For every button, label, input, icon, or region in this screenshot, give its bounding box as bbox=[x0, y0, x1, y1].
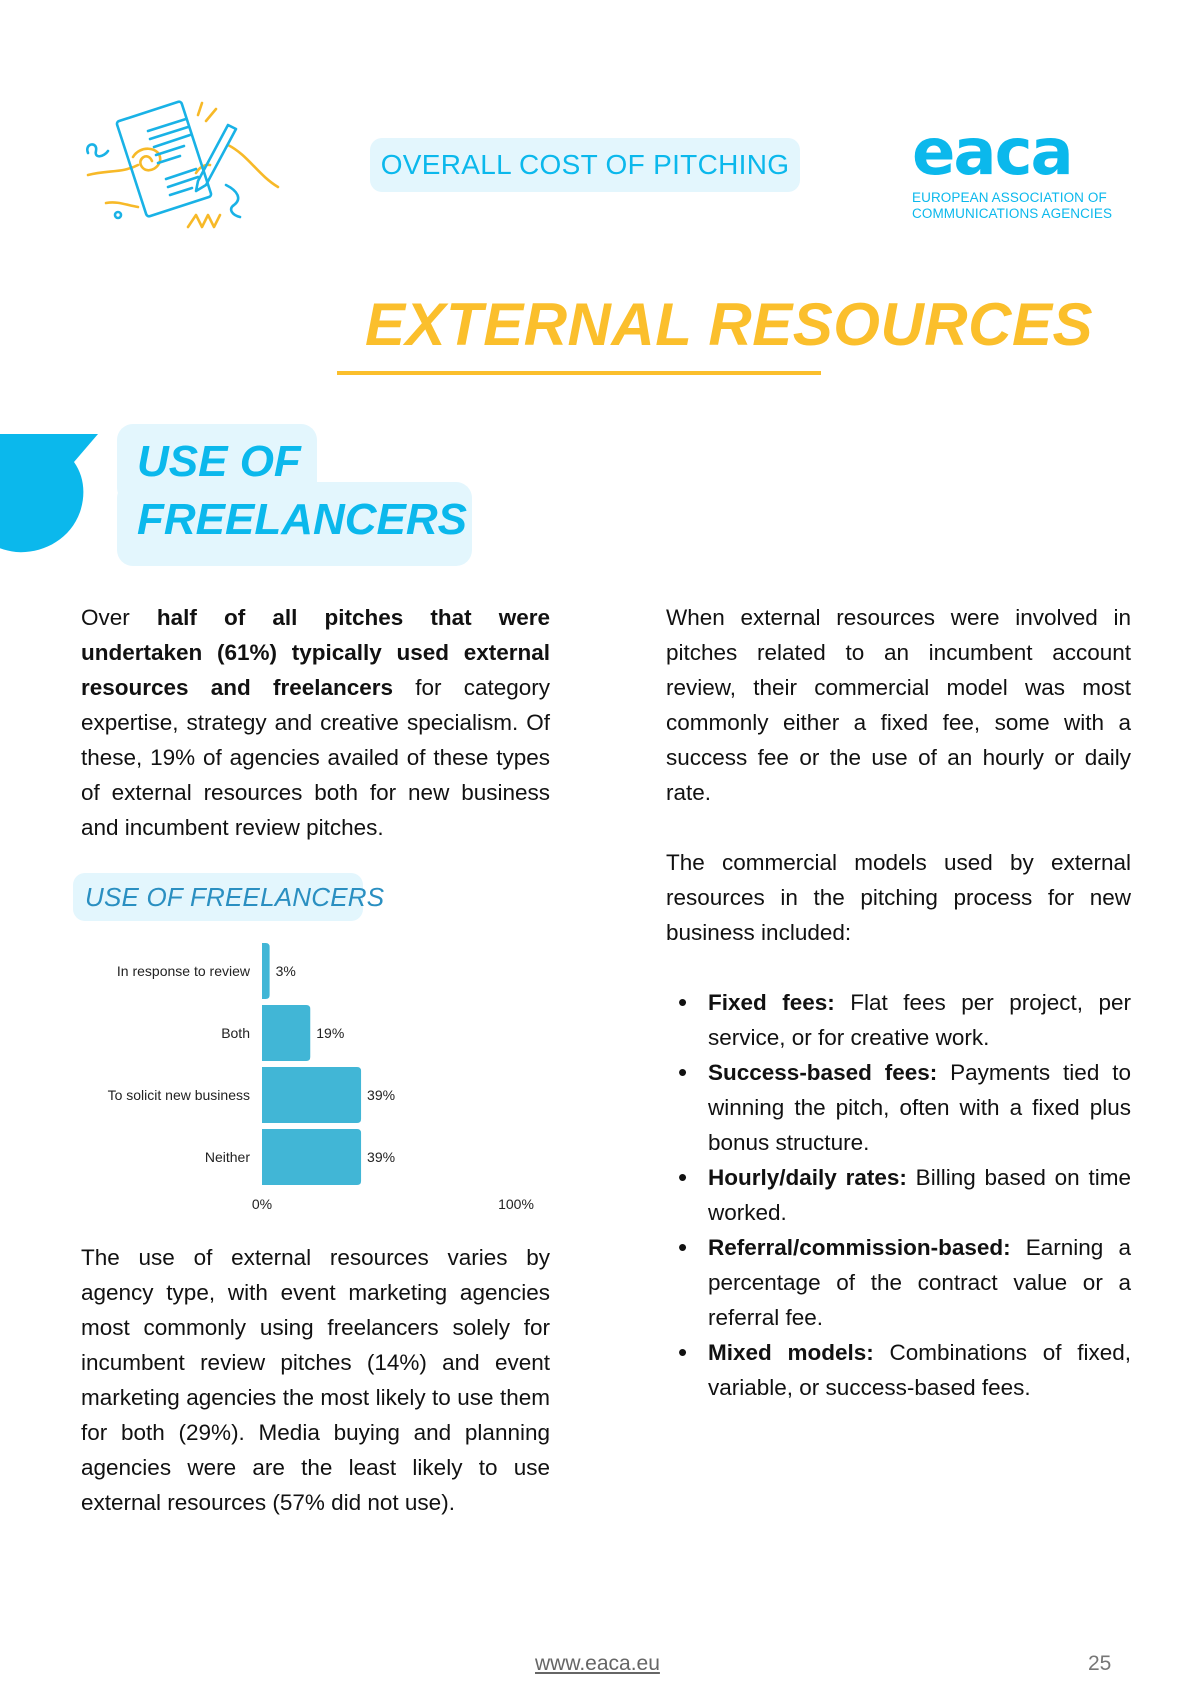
chart-x-tick-label: 100% bbox=[498, 1196, 534, 1212]
chart-bar bbox=[262, 1129, 361, 1185]
title-underline bbox=[337, 371, 821, 375]
section-heading-line-2: FREELANCERS bbox=[137, 495, 468, 544]
freelancer-use-bar-chart bbox=[60, 935, 580, 1220]
website-link[interactable]: www.eaca.eu bbox=[535, 1652, 660, 1675]
section-topic-badge bbox=[370, 138, 800, 192]
chart-title: USE OF FREELANCERS bbox=[85, 881, 385, 912]
list-item-term: Success-based fees: bbox=[708, 1060, 938, 1085]
chart-value-label: 39% bbox=[367, 1149, 396, 1165]
commercial-models-intro: The commercial models used by external resources in the pitching process for new business included: bbox=[666, 850, 1131, 945]
right-column bbox=[666, 600, 1131, 1405]
chart-title-badge bbox=[73, 873, 385, 921]
section-heading-line-1: USE OF bbox=[137, 437, 301, 486]
list-item bbox=[666, 1055, 1131, 1160]
chart-value-label: 39% bbox=[367, 1087, 396, 1103]
logo-subline-1: EUROPEAN ASSOCIATION OF bbox=[912, 190, 1107, 205]
chart-category-label: Neither bbox=[204, 1149, 250, 1165]
list-item bbox=[666, 985, 1131, 1055]
logo-wordmark: eaca bbox=[912, 116, 1072, 190]
list-item-term: Fixed fees: bbox=[708, 990, 835, 1015]
list-item-term: Mixed models: bbox=[708, 1340, 874, 1365]
left-column bbox=[81, 600, 550, 1520]
section-topic-label: OVERALL COST OF PITCHING bbox=[380, 149, 790, 180]
list-item bbox=[666, 1160, 1131, 1230]
chart-value-label: 3% bbox=[275, 963, 296, 979]
list-item-term: Referral/commission-based: bbox=[708, 1235, 1011, 1260]
chart-bar bbox=[262, 1067, 361, 1123]
list-item-text: Flat fees per project, per service, or for creative work. bbox=[708, 990, 1131, 1050]
intro-text-pre: Over bbox=[81, 605, 157, 630]
chart-bar bbox=[262, 1005, 310, 1061]
logo-subline-2: COMMUNICATIONS AGENCIES bbox=[912, 206, 1113, 221]
list-item-text: Combinations of fixed, variable, or success-based fees. bbox=[708, 1340, 1131, 1400]
list-item bbox=[666, 1335, 1131, 1405]
speech-bubble-decoration-icon bbox=[0, 428, 100, 556]
list-item bbox=[666, 1230, 1131, 1335]
chart-category-label: To solicit new business bbox=[107, 1087, 250, 1103]
incumbent-review-paragraph: When external resources were involved in pitches related to an incumbent account review, their commercial model was most commonly either a fixed fee, some with a success fee or the use of an hourly or daily rate. bbox=[666, 605, 1131, 805]
list-item-text: Billing based on time worked. bbox=[708, 1165, 1131, 1225]
list-item-text: Payments tied to winning the pitch, often with a fixed plus bonus structure. bbox=[708, 1060, 1131, 1155]
commercial-models-list bbox=[666, 985, 1131, 1405]
page-title: EXTERNAL RESOURCES bbox=[365, 291, 1094, 358]
chart-value-label: 19% bbox=[316, 1025, 345, 1041]
intro-text-post: for category expertise, strategy and creative specialism. Of these, 19% of agencies availed of these types of external resources both for new business and incumbent review pitches. bbox=[81, 675, 550, 840]
chart-x-tick-label: 0% bbox=[251, 1196, 273, 1212]
chart-bar bbox=[262, 943, 270, 999]
chart-category-label: In response to review bbox=[116, 963, 250, 979]
page-number: 25 bbox=[1088, 1652, 1112, 1675]
section-heading bbox=[117, 424, 497, 570]
eaca-logo bbox=[912, 116, 1122, 222]
intro-text-bold: half of all pitches that were undertaken (61%) typically used external resources and freelancers bbox=[81, 605, 550, 700]
hand-signing-document-icon bbox=[78, 95, 288, 235]
list-item-term: Hourly/daily rates: bbox=[708, 1165, 907, 1190]
chart-category-label: Both bbox=[221, 1025, 250, 1041]
list-item-text: Earning a percentage of the contract value or a referral fee. bbox=[708, 1235, 1131, 1330]
agency-type-paragraph: The use of external resources varies by agency type, with event marketing agencies most commonly using freelancers solely for incumbent review pitches (14%) and event marketing agencies the most likely to use them for both (29%). Media buying and planning agencies were are the least likely to use external resources (57% did not use). bbox=[81, 1245, 550, 1515]
intro-paragraph bbox=[81, 600, 550, 845]
